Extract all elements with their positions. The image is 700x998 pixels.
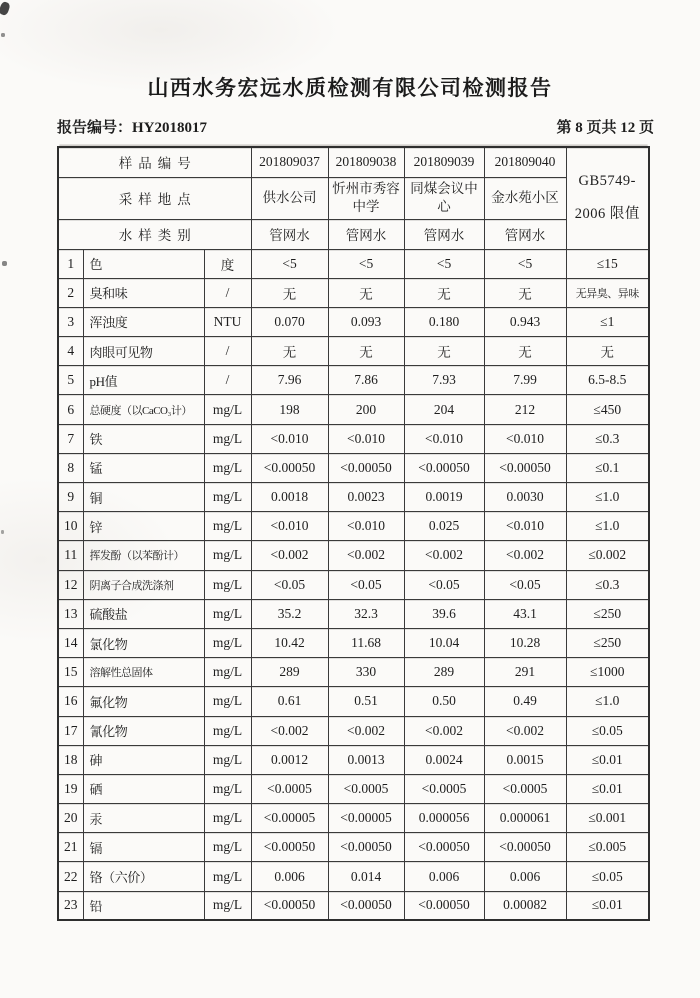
table-row bbox=[58, 599, 649, 628]
sample-value-2: <0.00005 bbox=[328, 804, 404, 833]
sample-value-3: 0.50 bbox=[404, 687, 484, 716]
parameter-name: 阴离子合成洗涤剂 bbox=[83, 570, 204, 599]
sample-value-3: <0.002 bbox=[404, 716, 484, 745]
unit-cell: mg/L bbox=[204, 541, 251, 570]
parameter-name: 氰化物 bbox=[83, 716, 204, 745]
sample-value-1: 198 bbox=[251, 395, 328, 424]
parameter-name: 锌 bbox=[83, 512, 204, 541]
sample-value-3: <0.002 bbox=[404, 541, 484, 570]
limit-value: ≤0.1 bbox=[566, 453, 649, 482]
row-number: 19 bbox=[58, 774, 83, 803]
header-row-sample-id bbox=[58, 147, 649, 177]
unit-cell: mg/L bbox=[204, 512, 251, 541]
sample-value-3: 10.04 bbox=[404, 628, 484, 657]
sample-value-2: 32.3 bbox=[328, 599, 404, 628]
sample-value-2: 11.68 bbox=[328, 628, 404, 657]
sample-value-1: 0.006 bbox=[251, 862, 328, 891]
sample-value-1: 0.0012 bbox=[251, 745, 328, 774]
sample-value-3: 289 bbox=[404, 658, 484, 687]
parameter-name: 浑浊度 bbox=[83, 307, 204, 336]
limit-value: 6.5-8.5 bbox=[566, 366, 649, 395]
location-4: 金水苑小区 bbox=[484, 177, 566, 219]
sample-value-3: <0.0005 bbox=[404, 774, 484, 803]
sample-value-4: 0.006 bbox=[484, 862, 566, 891]
table-row bbox=[58, 337, 649, 366]
limit-value: 无 bbox=[566, 337, 649, 366]
unit-cell: mg/L bbox=[204, 570, 251, 599]
parameter-name: 铬（六价） bbox=[83, 862, 204, 891]
sample-value-2: 无 bbox=[328, 278, 404, 307]
limit-value: ≤0.01 bbox=[566, 774, 649, 803]
parameter-name: 氯化物 bbox=[83, 628, 204, 657]
sample-value-4: 10.28 bbox=[484, 628, 566, 657]
sample-value-3: <5 bbox=[404, 249, 484, 278]
table-row bbox=[58, 483, 649, 512]
row-number: 7 bbox=[58, 424, 83, 453]
sample-value-4: 0.49 bbox=[484, 687, 566, 716]
limit-value: ≤1.0 bbox=[566, 483, 649, 512]
scan-artifact bbox=[0, 1, 11, 16]
unit-cell: mg/L bbox=[204, 716, 251, 745]
row-number: 2 bbox=[58, 278, 83, 307]
sample-value-4: 0.0030 bbox=[484, 483, 566, 512]
parameter-name: 铜 bbox=[83, 483, 204, 512]
limit-value: ≤450 bbox=[566, 395, 649, 424]
row-number: 16 bbox=[58, 687, 83, 716]
sample-value-1: <0.00050 bbox=[251, 453, 328, 482]
limit-value: ≤250 bbox=[566, 628, 649, 657]
scan-artifact bbox=[2, 261, 7, 266]
sample-value-4: 43.1 bbox=[484, 599, 566, 628]
sample-value-1: 10.42 bbox=[251, 628, 328, 657]
unit-cell: mg/L bbox=[204, 687, 251, 716]
sample-value-3: 0.006 bbox=[404, 862, 484, 891]
sample-value-4: <0.010 bbox=[484, 512, 566, 541]
row-number: 3 bbox=[58, 307, 83, 336]
unit-cell: mg/L bbox=[204, 804, 251, 833]
page-title: 山西水务宏远水质检测有限公司检测报告 bbox=[147, 77, 553, 100]
sample-value-2: 0.0023 bbox=[328, 483, 404, 512]
table-row bbox=[58, 745, 649, 774]
sample-value-3: 0.0019 bbox=[404, 483, 484, 512]
limit-value: ≤1.0 bbox=[566, 687, 649, 716]
water-type-1: 管网水 bbox=[251, 219, 328, 249]
sample-value-1: 0.61 bbox=[251, 687, 328, 716]
sample-value-4: <0.0005 bbox=[484, 774, 566, 803]
sample-value-4: <0.00050 bbox=[484, 453, 566, 482]
results-tbody bbox=[58, 249, 649, 920]
water-type-3: 管网水 bbox=[404, 219, 484, 249]
scan-artifact bbox=[1, 33, 5, 37]
sample-value-2: <0.05 bbox=[328, 570, 404, 599]
limit-value: 无异臭、异味 bbox=[566, 278, 649, 307]
sample-value-1: <0.0005 bbox=[251, 774, 328, 803]
limit-value: ≤1.0 bbox=[566, 512, 649, 541]
parameter-name: 汞 bbox=[83, 804, 204, 833]
sample-value-2: <0.00050 bbox=[328, 891, 404, 920]
report-number-value: HY2018017 bbox=[132, 120, 208, 136]
row-number: 23 bbox=[58, 891, 83, 920]
row-number: 11 bbox=[58, 541, 83, 570]
parameter-name: 砷 bbox=[83, 745, 204, 774]
limit-value: ≤0.005 bbox=[566, 833, 649, 862]
sample-value-3: 204 bbox=[404, 395, 484, 424]
sample-value-2: 0.014 bbox=[328, 862, 404, 891]
sample-value-3: <0.00050 bbox=[404, 833, 484, 862]
water-quality-results-table bbox=[57, 146, 650, 921]
sample-value-3: 无 bbox=[404, 278, 484, 307]
table-row bbox=[58, 366, 649, 395]
parameter-name: 铅 bbox=[83, 891, 204, 920]
sample-value-2: <5 bbox=[328, 249, 404, 278]
parameter-name: 镉 bbox=[83, 833, 204, 862]
sample-value-1: <0.05 bbox=[251, 570, 328, 599]
table-row bbox=[58, 395, 649, 424]
parameter-name: 硫酸盐 bbox=[83, 599, 204, 628]
sample-value-3: 0.000056 bbox=[404, 804, 484, 833]
parameter-name: 铁 bbox=[83, 424, 204, 453]
sample-value-4: 7.99 bbox=[484, 366, 566, 395]
sample-value-3: <0.010 bbox=[404, 424, 484, 453]
sample-value-2: <0.010 bbox=[328, 424, 404, 453]
unit-cell: mg/L bbox=[204, 774, 251, 803]
limit-standard-header bbox=[566, 147, 649, 249]
row-number: 20 bbox=[58, 804, 83, 833]
sample-value-4: <0.002 bbox=[484, 541, 566, 570]
location-label: 采样地点 bbox=[58, 177, 251, 219]
sample-value-4: 0.000061 bbox=[484, 804, 566, 833]
sample-value-1: <5 bbox=[251, 249, 328, 278]
sample-value-1: <0.010 bbox=[251, 512, 328, 541]
sample-value-4: <0.010 bbox=[484, 424, 566, 453]
sample-value-4: 0.00082 bbox=[484, 891, 566, 920]
sample-value-4: <5 bbox=[484, 249, 566, 278]
parameter-name: 色 bbox=[83, 249, 204, 278]
sample-id-3: 201809039 bbox=[404, 147, 484, 177]
limit-value: ≤0.001 bbox=[566, 804, 649, 833]
table-row bbox=[58, 774, 649, 803]
row-number: 17 bbox=[58, 716, 83, 745]
unit-cell: mg/L bbox=[204, 453, 251, 482]
limit-value: ≤0.3 bbox=[566, 570, 649, 599]
sample-value-4: 0.0015 bbox=[484, 745, 566, 774]
sample-value-1: <0.00050 bbox=[251, 891, 328, 920]
sample-id-2: 201809038 bbox=[328, 147, 404, 177]
sample-value-1: 0.070 bbox=[251, 307, 328, 336]
unit-cell: mg/L bbox=[204, 628, 251, 657]
row-number: 13 bbox=[58, 599, 83, 628]
row-number: 8 bbox=[58, 453, 83, 482]
sample-value-4: 291 bbox=[484, 658, 566, 687]
parameter-name: pH值 bbox=[83, 366, 204, 395]
unit-cell: mg/L bbox=[204, 745, 251, 774]
limit-value: ≤0.05 bbox=[566, 716, 649, 745]
table-row bbox=[58, 833, 649, 862]
sample-value-3: 0.0024 bbox=[404, 745, 484, 774]
sample-value-3: 无 bbox=[404, 337, 484, 366]
sample-value-1: <0.00050 bbox=[251, 833, 328, 862]
table-row bbox=[58, 424, 649, 453]
sample-value-2: 330 bbox=[328, 658, 404, 687]
sample-value-3: 7.93 bbox=[404, 366, 484, 395]
sample-value-3: 39.6 bbox=[404, 599, 484, 628]
unit-cell: mg/L bbox=[204, 833, 251, 862]
sample-value-4: <0.00050 bbox=[484, 833, 566, 862]
sample-value-2: 7.86 bbox=[328, 366, 404, 395]
unit-cell: mg/L bbox=[204, 862, 251, 891]
unit-cell: mg/L bbox=[204, 891, 251, 920]
sample-id-4: 201809040 bbox=[484, 147, 566, 177]
parameter-name: 锰 bbox=[83, 453, 204, 482]
sample-value-1: <0.010 bbox=[251, 424, 328, 453]
sample-value-4: 0.943 bbox=[484, 307, 566, 336]
sample-value-1: <0.002 bbox=[251, 716, 328, 745]
sample-id-1: 201809037 bbox=[251, 147, 328, 177]
limit-value: ≤0.002 bbox=[566, 541, 649, 570]
sample-value-2: 0.0013 bbox=[328, 745, 404, 774]
unit-cell: / bbox=[204, 337, 251, 366]
sample-id-label: 样品编号 bbox=[58, 147, 251, 177]
row-number: 4 bbox=[58, 337, 83, 366]
unit-cell: mg/L bbox=[204, 424, 251, 453]
limit-value: ≤1 bbox=[566, 307, 649, 336]
sample-value-1: <0.00005 bbox=[251, 804, 328, 833]
row-number: 14 bbox=[58, 628, 83, 657]
sample-value-1: <0.002 bbox=[251, 541, 328, 570]
scan-artifact bbox=[1, 530, 4, 534]
unit-cell: mg/L bbox=[204, 658, 251, 687]
sample-value-2: 无 bbox=[328, 337, 404, 366]
unit-cell: NTU bbox=[204, 307, 251, 336]
water-type-4: 管网水 bbox=[484, 219, 566, 249]
table-row bbox=[58, 541, 649, 570]
location-2: 忻州市秀容中学 bbox=[328, 177, 404, 219]
row-number: 5 bbox=[58, 366, 83, 395]
sample-value-3: <0.00050 bbox=[404, 453, 484, 482]
row-number: 9 bbox=[58, 483, 83, 512]
sample-value-2: 0.51 bbox=[328, 687, 404, 716]
sample-value-2: <0.0005 bbox=[328, 774, 404, 803]
unit-cell: mg/L bbox=[204, 599, 251, 628]
sample-value-1: 35.2 bbox=[251, 599, 328, 628]
limit-standard-line1: GB5749- bbox=[578, 173, 636, 190]
row-number: 21 bbox=[58, 833, 83, 862]
table-row bbox=[58, 307, 649, 336]
location-3: 同煤会议中心 bbox=[404, 177, 484, 219]
unit-cell: mg/L bbox=[204, 483, 251, 512]
parameter-name: 溶解性总固体 bbox=[83, 658, 204, 687]
table-row bbox=[58, 804, 649, 833]
table-row bbox=[58, 570, 649, 599]
table-row bbox=[58, 278, 649, 307]
table-row bbox=[58, 628, 649, 657]
table-row bbox=[58, 716, 649, 745]
limit-value: ≤0.01 bbox=[566, 745, 649, 774]
limit-value: ≤0.3 bbox=[566, 424, 649, 453]
table-row bbox=[58, 862, 649, 891]
sample-value-4: <0.002 bbox=[484, 716, 566, 745]
location-1: 供水公司 bbox=[251, 177, 328, 219]
row-number: 10 bbox=[58, 512, 83, 541]
sample-value-4: 无 bbox=[484, 337, 566, 366]
parameter-name: 臭和味 bbox=[83, 278, 204, 307]
sample-value-1: 0.0018 bbox=[251, 483, 328, 512]
page-indicator: 第 8 页共 12 页 bbox=[556, 120, 654, 136]
parameter-name: 挥发酚（以苯酚计） bbox=[83, 541, 204, 570]
sample-value-3: <0.00050 bbox=[404, 891, 484, 920]
parameter-name: 肉眼可见物 bbox=[83, 337, 204, 366]
table-row bbox=[58, 658, 649, 687]
limit-value: ≤250 bbox=[566, 599, 649, 628]
parameter-name: 硒 bbox=[83, 774, 204, 803]
sample-value-1: 无 bbox=[251, 337, 328, 366]
table-row bbox=[58, 512, 649, 541]
unit-cell: / bbox=[204, 366, 251, 395]
sample-value-4: 无 bbox=[484, 278, 566, 307]
row-number: 1 bbox=[58, 249, 83, 278]
sample-value-4: 212 bbox=[484, 395, 566, 424]
sample-value-3: 0.025 bbox=[404, 512, 484, 541]
sample-value-2: <0.002 bbox=[328, 541, 404, 570]
report-info-line bbox=[57, 116, 654, 137]
limit-value: ≤15 bbox=[566, 249, 649, 278]
limit-value: ≤0.05 bbox=[566, 862, 649, 891]
header-row-location bbox=[58, 177, 649, 219]
row-number: 12 bbox=[58, 570, 83, 599]
type-label: 水样类别 bbox=[58, 219, 251, 249]
water-type-2: 管网水 bbox=[328, 219, 404, 249]
unit-cell: mg/L bbox=[204, 395, 251, 424]
table-row bbox=[58, 453, 649, 482]
report-number-label: 报告编号： bbox=[57, 120, 133, 136]
unit-cell: 度 bbox=[204, 249, 251, 278]
sample-value-2: 200 bbox=[328, 395, 404, 424]
report-number bbox=[57, 116, 207, 137]
table-row bbox=[58, 249, 649, 278]
sample-value-1: 7.96 bbox=[251, 366, 328, 395]
sample-value-2: 0.093 bbox=[328, 307, 404, 336]
row-number: 18 bbox=[58, 745, 83, 774]
sample-value-4: <0.05 bbox=[484, 570, 566, 599]
row-number: 6 bbox=[58, 395, 83, 424]
parameter-name: 总硬度（以CaCO₃计） bbox=[83, 395, 204, 424]
sample-value-3: <0.05 bbox=[404, 570, 484, 599]
unit-cell: / bbox=[204, 278, 251, 307]
parameter-name: 氟化物 bbox=[83, 687, 204, 716]
limit-value: ≤0.01 bbox=[566, 891, 649, 920]
table-row bbox=[58, 687, 649, 716]
table-row bbox=[58, 891, 649, 920]
limit-standard-line2: 2006 限值 bbox=[574, 206, 640, 223]
sample-value-2: <0.00050 bbox=[328, 453, 404, 482]
row-number: 22 bbox=[58, 862, 83, 891]
sample-value-2: <0.010 bbox=[328, 512, 404, 541]
sample-value-3: 0.180 bbox=[404, 307, 484, 336]
header-row-type bbox=[58, 219, 649, 249]
limit-value: ≤1000 bbox=[566, 658, 649, 687]
sample-value-2: <0.002 bbox=[328, 716, 404, 745]
sample-value-1: 289 bbox=[251, 658, 328, 687]
sample-value-1: 无 bbox=[251, 278, 328, 307]
sample-value-2: <0.00050 bbox=[328, 833, 404, 862]
row-number: 15 bbox=[58, 658, 83, 687]
